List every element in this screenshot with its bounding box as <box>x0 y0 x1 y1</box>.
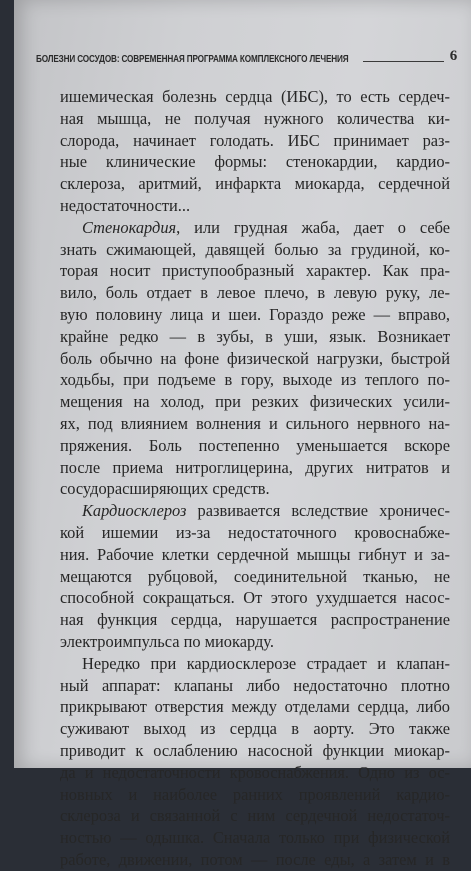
line-text: торая носит приступообразный характер. Как пра- <box>60 261 450 281</box>
text-line <box>60 740 450 762</box>
text-line <box>60 522 450 544</box>
line-text: ная функция сердца, нарушается распространение <box>60 610 450 630</box>
text-line <box>60 653 450 675</box>
header-rule <box>363 61 444 62</box>
text-line <box>60 784 450 806</box>
text-line <box>60 827 450 849</box>
line-text: боль обычно на фоне физической нагрузки, быстрой <box>60 348 450 368</box>
text-line <box>60 718 450 740</box>
line-text: мещаются рубцовой, соединительной тканью, не <box>60 566 450 586</box>
text-line <box>60 478 450 500</box>
line-text: ишемическая болезнь сердца (ИБС), то есть сердеч- <box>60 87 450 106</box>
text-line <box>60 566 450 588</box>
italic-term: Кардиосклероз <box>82 501 187 521</box>
page-number: 6 <box>449 48 457 64</box>
text-line <box>60 391 450 413</box>
line-text: Нередко при кардиосклерозе страдает и клапан- <box>82 653 450 673</box>
body-text <box>60 86 450 871</box>
line-text: ный аппарат: клапаны либо недостаточно плотно <box>60 675 450 695</box>
text-line <box>60 304 450 326</box>
text-line <box>60 413 450 435</box>
line-text: сосудорасширяющих средств. <box>60 479 270 499</box>
line-text: развивается вследствие хроничес- <box>186 501 450 521</box>
line-text: да и недостаточности кровоснабжения. Одно из ос- <box>60 762 450 782</box>
line-text: пряжения. Боль постепенно уменьшается вскоре <box>60 435 450 455</box>
text-line <box>60 348 450 370</box>
text-line <box>60 849 450 871</box>
text-line <box>60 217 450 239</box>
text-line <box>60 587 450 609</box>
text-line <box>60 369 450 391</box>
line-text: вило, боль отдает в левое плечо, в левую руку, ле- <box>60 283 450 303</box>
text-line <box>60 108 450 130</box>
line-text: после приема нитроглицерина, других нитратов и <box>60 457 450 477</box>
text-line <box>60 762 450 784</box>
line-text: крайне редко — в зубы, в уши, язык. Возникает <box>60 326 450 346</box>
text-line <box>60 173 450 195</box>
line-text: ная мышца, не получая нужного количества ки- <box>60 108 450 128</box>
text-line <box>60 195 450 217</box>
line-text: кой ишемии из-за недостаточного кровоснабже- <box>60 522 450 542</box>
text-line <box>60 609 450 631</box>
running-header <box>36 43 457 65</box>
line-text: слорода, начинает голодать. ИБС принимает раз- <box>60 130 450 150</box>
text-line <box>60 86 450 108</box>
text-line <box>60 805 450 827</box>
line-text: ния. Рабочие клетки сердечной мышцы гибнут и за- <box>60 544 450 564</box>
line-text: приводит к ослаблению насосной функции миокар- <box>60 740 450 760</box>
line-text: , или грудная жаба, дает о себе <box>176 217 450 237</box>
line-text: новных и наиболее ранних проявлений кардио- <box>60 784 450 804</box>
book-page <box>14 0 471 869</box>
text-line <box>60 326 450 348</box>
text-line <box>60 130 450 152</box>
line-text: прикрывают отверстия между отделами сердца, либо <box>60 697 450 717</box>
text-line <box>60 675 450 697</box>
line-text: суживают выход из сердца в аорту. Это также <box>60 719 450 739</box>
line-text: ходьбы, при подъеме в гору, выходе из теплого по- <box>60 370 450 390</box>
line-text: работе, движении, потом — после еды, а затем и в <box>60 849 450 869</box>
running-title: БОЛЕЗНИ СОСУДОВ: СОВРЕМЕННАЯ ПРОГРАММА КОМПЛЕКСНОГО ЛЕЧЕНИЯ <box>36 53 349 65</box>
line-text: недостаточности... <box>60 195 191 215</box>
text-line <box>60 696 450 718</box>
line-text: ные клинические формы: стенокардии, кардио- <box>60 152 450 172</box>
line-text: способной сокращаться. От этого ухудшается насос- <box>60 588 450 608</box>
text-line <box>60 260 450 282</box>
italic-term: Стенокардия <box>82 217 177 237</box>
line-text: ях, под влиянием волнения и сильного нервного на- <box>60 413 450 433</box>
text-line <box>60 500 450 522</box>
text-line <box>60 435 450 457</box>
text-line <box>60 544 450 566</box>
text-line <box>60 631 450 653</box>
line-text: знать сжимающей, давящей болью за грудиной, ко- <box>60 239 450 259</box>
line-text: ностью — одышка. Сначала только при физической <box>60 828 450 848</box>
text-line <box>60 457 450 479</box>
text-line <box>60 282 450 304</box>
text-line <box>60 151 450 173</box>
line-text: электроимпульса по миокарду. <box>60 631 274 651</box>
line-text: мещения на холод, при резких физических усили- <box>60 392 450 412</box>
line-text: склероза, аритмий, инфаркта миокарда, сердечной <box>60 174 450 194</box>
text-line <box>60 239 450 261</box>
line-text: склероза и связанной с ним сердечной недостаточ- <box>60 806 450 826</box>
line-text: вую половину лица и шеи. Гораздо реже — вправо, <box>60 304 450 324</box>
